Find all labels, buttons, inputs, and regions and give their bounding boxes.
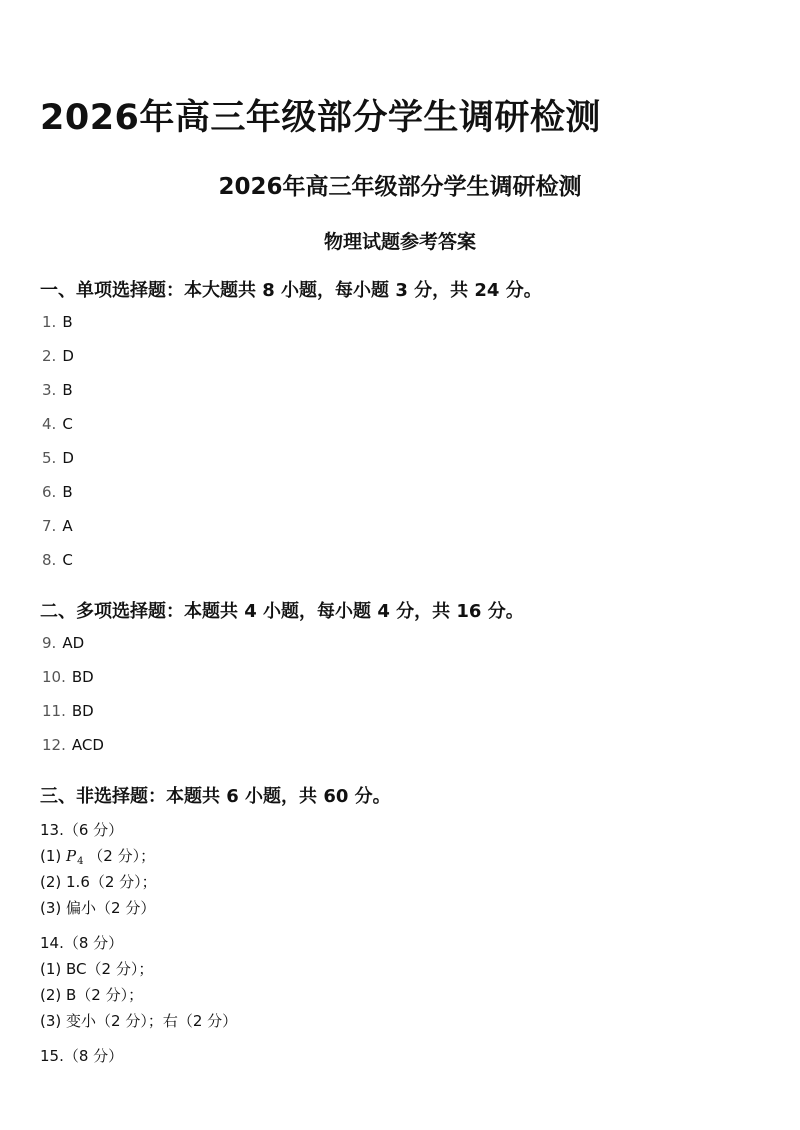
p-variable: P [66,847,77,865]
question-number: 7. [42,517,57,535]
answer-item [42,449,74,467]
q15-header: 15.（8 分） [40,1047,124,1065]
question-number: 5. [42,449,57,467]
question-number: 12. [42,736,66,754]
answer-item [42,347,74,365]
answer-value: C [62,415,73,433]
answer-value: BD [71,702,94,720]
question-number: 8. [42,551,57,569]
section-1-heading: 一、单项选择题：本大题共 8 小题，每小题 3 分，共 24 分。 [40,280,542,301]
answer-value: D [62,449,74,467]
answer-value: A [62,517,73,535]
q13-header: 13.（6 分） [40,821,124,839]
answer-value: B [62,313,73,331]
answer-item [42,381,73,399]
subject-title: 物理试题参考答案 [323,231,476,253]
answer-value: AD [62,634,85,652]
question-number: 4. [42,415,57,433]
answer-item [42,634,84,652]
question-number: 6. [42,483,57,501]
answer-value: B [62,381,73,399]
question-number: 9. [42,634,57,652]
q13-part-1-score: （2 分）； [88,847,156,865]
question-number: 1. [42,313,57,331]
q13-part-1-label: (1) [40,847,62,865]
section-3-heading: 三、非选择题：本题共 6 小题，共 60 分。 [40,786,391,807]
section-2-heading: 二、多项选择题：本题共 4 小题，每小题 4 分，共 16 分。 [40,601,524,622]
answer-item [42,551,73,569]
answer-item [42,517,73,535]
document-title: 2026年高三年级部分学生调研检测 [40,98,601,138]
question-number: 2. [42,347,57,365]
answer-value: C [62,551,73,569]
q13-part-2: (2) 1.6（2 分）； [40,873,157,891]
question-number: 10. [42,668,66,686]
answer-item [42,483,73,501]
q13-part-1 [40,845,155,867]
answer-item [42,668,94,686]
answer-item [42,736,104,754]
q14-part-1: (1) BC（2 分）； [40,960,154,978]
page-title: 2026年高三年级部分学生调研检测 [218,174,582,200]
answer-value: BD [71,668,94,686]
answer-value: ACD [71,736,104,754]
q14-part-2: (2) B（2 分）； [40,986,144,1004]
answer-value: D [62,347,74,365]
answer-item [42,702,94,720]
question-number: 3. [42,381,57,399]
q14-part-3: (3) 变小（2 分）；右（2 分） [40,1012,238,1030]
answer-value: B [62,483,73,501]
question-number: 11. [42,702,66,720]
p-subscript: 4 [77,856,84,867]
answer-item [42,313,73,331]
q13-part-3: (3) 偏小（2 分） [40,899,156,917]
answer-item [42,415,73,433]
q14-header: 14.（8 分） [40,934,124,952]
